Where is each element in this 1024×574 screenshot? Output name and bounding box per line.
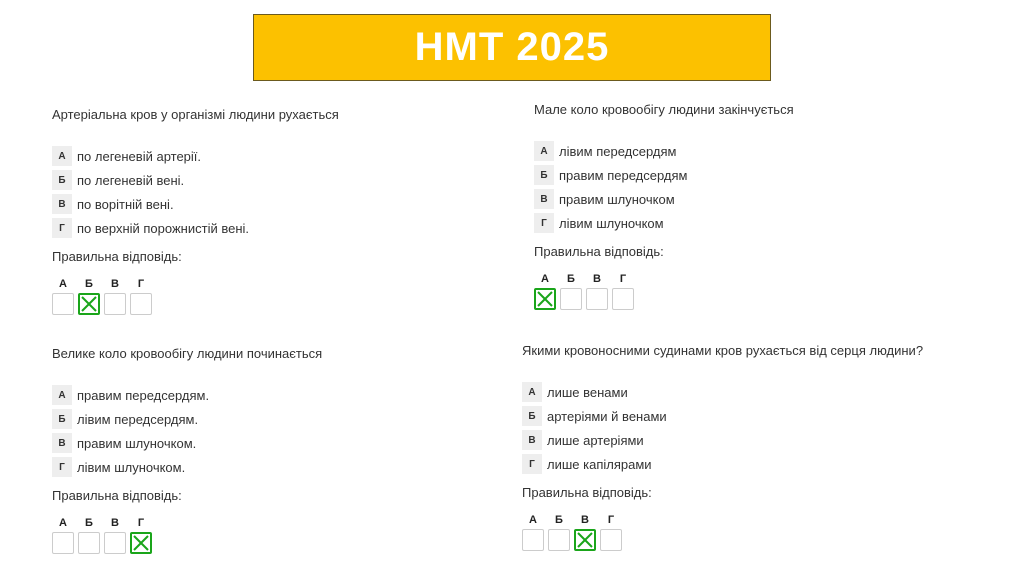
option-row [52, 456, 322, 478]
answer-box[interactable] [548, 529, 570, 551]
answer-box[interactable] [52, 532, 74, 554]
option-row [534, 140, 794, 162]
options-list [52, 145, 339, 239]
option-letter-badge: В [522, 430, 542, 450]
option-text: правим передсердям. [77, 387, 210, 403]
option-text: по легеневій артерії. [77, 148, 202, 164]
question-text: Якими кровоносними судинами кров рухається від серця людини? [522, 343, 924, 358]
option-letter-badge: Г [534, 213, 554, 233]
answer-column-letter: Г [619, 273, 627, 285]
option-text: лівим шлуночком. [77, 459, 186, 475]
option-row [522, 381, 923, 403]
question-text: Артеріальна кров у організмі людини рухається [52, 107, 339, 122]
answer-column-letter: Б [85, 517, 93, 529]
answer-label: Правильна відповідь: [52, 488, 182, 503]
option-text: лише венами [547, 384, 628, 400]
answer-grid [534, 273, 794, 310]
question-card [534, 102, 794, 310]
answer-box[interactable] [78, 532, 100, 554]
answer-column-letter: А [59, 517, 67, 529]
option-letter-badge: Б [52, 409, 72, 429]
cross-check-icon [80, 295, 98, 313]
option-row [52, 169, 339, 191]
cross-check-icon [536, 290, 554, 308]
title-banner [253, 14, 771, 81]
answer-column-letter: Б [85, 278, 93, 290]
answer-box-checked[interactable] [534, 288, 556, 310]
answer-box[interactable] [586, 288, 608, 310]
answer-box[interactable] [130, 293, 152, 315]
answer-column-letter: Г [607, 514, 615, 526]
answer-column-letter: А [529, 514, 537, 526]
option-row [534, 188, 794, 210]
option-letter-badge: Г [52, 457, 72, 477]
page-title: НМТ 2025 [414, 25, 610, 69]
answer-box[interactable] [104, 293, 126, 315]
answer-box[interactable] [104, 532, 126, 554]
answer-box[interactable] [612, 288, 634, 310]
answer-box-checked[interactable] [574, 529, 596, 551]
answer-column-letter: А [541, 273, 549, 285]
answer-label: Правильна відповідь: [522, 485, 652, 500]
option-letter-badge: Г [522, 454, 542, 474]
option-text: правим передсердям [559, 167, 688, 183]
answer-label: Правильна відповідь: [534, 244, 664, 259]
answer-grid-letters [522, 514, 923, 526]
answer-column-letter: Г [137, 278, 145, 290]
answer-column-letter: В [581, 514, 589, 526]
option-letter-badge: Г [52, 218, 72, 238]
option-text: правим шлуночком [559, 191, 675, 207]
option-row [52, 145, 339, 167]
answer-label: Правильна відповідь: [52, 249, 182, 264]
answer-column-letter: Б [567, 273, 575, 285]
answer-grid [52, 517, 322, 554]
options-list [522, 381, 923, 475]
option-row [534, 212, 794, 234]
answer-box[interactable] [560, 288, 582, 310]
answer-grid-letters [534, 273, 794, 285]
options-list [52, 384, 322, 478]
option-letter-badge: А [52, 146, 72, 166]
answer-grid [522, 514, 923, 551]
question-card [52, 346, 322, 554]
question-text: Мале коло кровообігу людини закінчується [534, 102, 794, 117]
cross-check-icon [132, 534, 150, 552]
option-letter-badge: Б [52, 170, 72, 190]
answer-grid-letters [52, 517, 322, 529]
option-row [52, 384, 322, 406]
option-letter-badge: А [522, 382, 542, 402]
answer-grid-boxes [522, 529, 923, 551]
option-text: по ворітній вені. [77, 196, 174, 212]
question-text: Велике коло кровообігу людини починається [52, 346, 323, 361]
option-letter-badge: В [52, 194, 72, 214]
option-letter-badge: А [52, 385, 72, 405]
answer-grid-boxes [534, 288, 794, 310]
question-card [52, 107, 339, 315]
option-letter-badge: Б [534, 165, 554, 185]
option-text: лівим передсердям [559, 143, 677, 159]
answer-box[interactable] [52, 293, 74, 315]
answer-column-letter: В [593, 273, 601, 285]
option-row [522, 405, 923, 427]
option-letter-badge: Б [522, 406, 542, 426]
answer-column-letter: А [59, 278, 67, 290]
option-letter-badge: В [534, 189, 554, 209]
answer-box[interactable] [600, 529, 622, 551]
options-list [534, 140, 794, 234]
option-row [522, 429, 923, 451]
option-text: по легеневій вені. [77, 172, 185, 188]
answer-grid-boxes [52, 532, 322, 554]
option-text: правим шлуночком. [77, 435, 197, 451]
answer-column-letter: В [111, 278, 119, 290]
option-letter-badge: А [534, 141, 554, 161]
answer-grid-letters [52, 278, 339, 290]
option-text: лівим передсердям. [77, 411, 199, 427]
option-row [534, 164, 794, 186]
option-text: лише артеріями [547, 432, 644, 448]
option-row [522, 453, 923, 475]
answer-box[interactable] [522, 529, 544, 551]
option-letter-badge: В [52, 433, 72, 453]
option-row [52, 408, 322, 430]
option-text: лише капілярами [547, 456, 652, 472]
option-text: по верхній порожнистій вені. [77, 220, 250, 236]
option-row [52, 217, 339, 239]
answer-column-letter: Г [137, 517, 145, 529]
answer-box-checked[interactable] [130, 532, 152, 554]
option-row [52, 432, 322, 454]
option-text: лівим шлуночком [559, 215, 664, 231]
option-row [52, 193, 339, 215]
answer-column-letter: В [111, 517, 119, 529]
answer-grid [52, 278, 339, 315]
answer-grid-boxes [52, 293, 339, 315]
answer-box-checked[interactable] [78, 293, 100, 315]
cross-check-icon [576, 531, 594, 549]
question-card [522, 343, 923, 551]
option-text: артеріями й венами [547, 408, 667, 424]
answer-column-letter: Б [555, 514, 563, 526]
